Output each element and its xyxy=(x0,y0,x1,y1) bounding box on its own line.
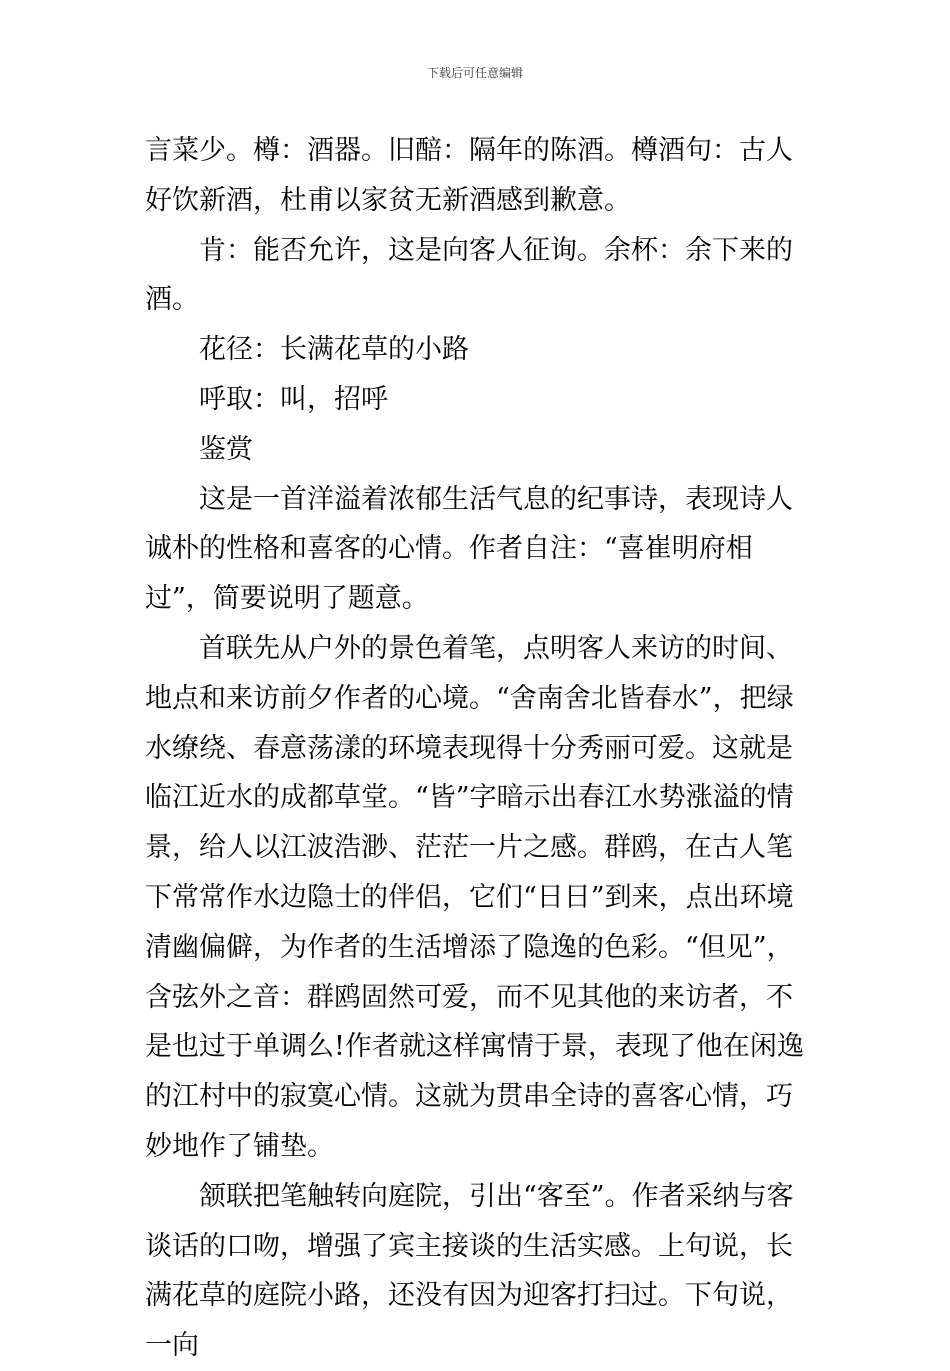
document-body xyxy=(145,126,810,1371)
paragraph-first-couplet: 首联先从户外的景色着笔，点明客人来访的时间、地点和来访前夕作者的心境。“舍南舍北皆春水”，把绿水缭绕、春意荡漾的环境表现得十分秀丽可爱。这就是临江近水的成都草堂。“皆”字暗示出春江水势涨溢的情景，给人以江波浩渺、茫茫一片之感。群鸥，在古人笔下常常作水边隐士的伴侣，它们“日日”到来，点出环境清幽偏僻，为作者的生活增添了隐逸的色彩。“但见”，含弦外之音：群鸥固然可爱，而不见其他的来访者，不是也过于单调么!作者就这样寓情于景，表现了他在闲逸的江村中的寂寞心情。这就为贯串全诗的喜客心情，巧妙地作了铺垫。 xyxy=(145,632,804,1162)
paragraph-note-huqu: 呼取：叫，招呼 xyxy=(199,383,388,415)
paragraph-second-couplet: 颔联把笔触转向庭院，引出“客至”。作者采纳与客谈话的口吻，增强了宾主接谈的生活实感。上句说，长满花草的庭院小路，还没有因为迎客打扫过。下句说，一向 xyxy=(145,1180,794,1362)
paragraph-note-huajing: 花径：长满花草的小路 xyxy=(199,334,469,366)
paragraph-note-ken: 肯：能否允许，这是向客人征询。余杯：余下来的酒。 xyxy=(145,234,793,316)
page-header: 下载后可任意编辑 xyxy=(426,66,523,80)
paragraph-intro: 这是一首洋溢着浓郁生活气息的纪事诗，表现诗人诚朴的性格和喜客的心情。作者自注：“喜崔明府相过”，简要说明了题意。 xyxy=(145,483,793,615)
paragraph-notes-wine: 言菜少。樽：酒器。旧醅：隔年的陈酒。樽酒句：古人好饮新酒，杜甫以家贫无新酒感到歉意。 xyxy=(145,135,793,216)
section-heading-appreciation: 鉴赏 xyxy=(199,433,253,465)
